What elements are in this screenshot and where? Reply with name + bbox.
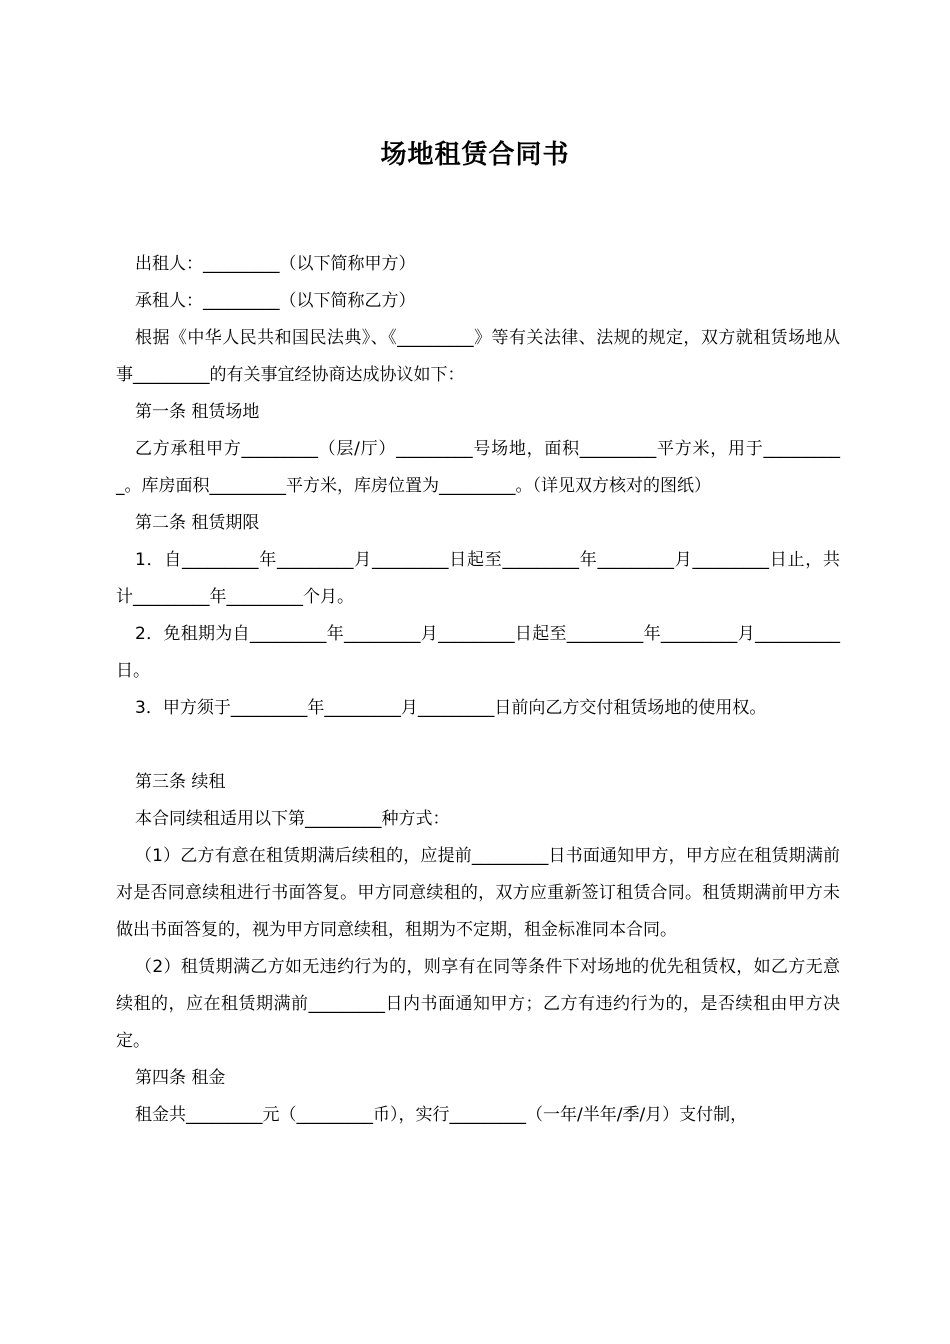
- lessor-line: 出租人：_________（以下简称甲方）: [135, 254, 416, 274]
- article-3-option-2: （2）租赁期满乙方如无违约行为的，则享有在同等条件下对场地的优先租赁权，如乙方无意续租的，应在租赁期满前_________日内书面通知甲方；乙方有违约行为的，是否续租由甲方决定。: [116, 957, 840, 1051]
- article-2-item-1: 1．自_________年_________月_________日起至_________年_________月_________日止，共计_________年_________个月。: [116, 550, 840, 607]
- article-4-text: 租金共_________元（_________币），实行_________（一年/半年/季/月）支付制，: [135, 1105, 748, 1125]
- article-4-heading: 第四条 租金: [135, 1068, 226, 1088]
- article-2-item-3: 3．甲方须于_________年_________月_________日前向乙方交付租赁场地的使用权。: [135, 698, 767, 718]
- article-2-heading: 第二条 租赁期限: [135, 513, 260, 533]
- article-1-heading: 第一条 租赁场地: [135, 402, 260, 422]
- preamble-paragraph: 根据《中华人民共和国民法典》、《_________》等有关法律、法规的规定，双方就租赁场地从事_________的有关事宜经协商达成协议如下：: [116, 328, 840, 385]
- document-title: 场地租赁合同书: [380, 140, 570, 170]
- lessee-line: 承租人：_________（以下简称乙方）: [135, 291, 416, 311]
- article-3-heading: 第三条 续租: [135, 772, 226, 792]
- document-body: [116, 246, 840, 1134]
- article-3-intro: 本合同续租适用以下第_________种方式：: [135, 809, 450, 829]
- article-3-option-1: （1）乙方有意在租赁期满后续租的，应提前_________日书面通知甲方，甲方应在租赁期满前对是否同意续租进行书面答复。甲方同意续租的，双方应重新签订租赁合同。租赁期满前甲方未做出书面答复的，视为甲方同意续租，租期为不定期，租金标准同本合同。: [116, 846, 840, 940]
- article-2-item-2: 2．免租期为自_________年_________月_________日起至_________年_________月__________日。: [116, 624, 840, 681]
- article-1-text: 乙方承租甲方_________（层/厅）_________号场地，面积_________平方米，用于__________。库房面积_________平方米，库房位置为_________。（详见双方核对的图纸）: [116, 439, 840, 496]
